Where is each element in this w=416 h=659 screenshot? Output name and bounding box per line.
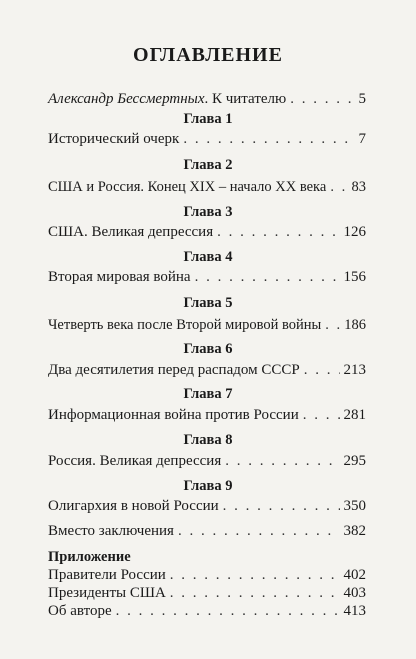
toc-entry-appendix-author[interactable] (48, 602, 366, 620)
dot-leader (217, 223, 339, 241)
entry-page-number: 83 (351, 179, 366, 195)
toc-entry-chapter-2[interactable] (48, 178, 366, 196)
entry-page-number: 156 (343, 269, 366, 285)
entry-page-number: 7 (358, 131, 366, 147)
toc-entry-chapter-1[interactable] (48, 130, 366, 148)
dot-leader (170, 584, 340, 602)
toc-entry-chapter-7[interactable] (48, 406, 366, 424)
chapter-heading-9: Глава 9 (183, 478, 233, 494)
entry-title: США и Россия. Конец XIX – начало XX века (48, 179, 327, 195)
entry-title: Олигархия в новой России (48, 498, 219, 514)
appendix-heading: Приложение (48, 549, 131, 565)
toc-entry-chapter-9[interactable] (48, 497, 366, 515)
entry-page-number: 281 (343, 407, 366, 423)
dot-leader (223, 497, 340, 515)
entry-author: Александр Бессмертных (48, 91, 205, 107)
toc-entry-chapter-4[interactable] (48, 268, 366, 286)
dot-leader (178, 522, 340, 540)
entry-title: Правители России (48, 567, 166, 583)
entry-page-number: 213 (343, 362, 366, 378)
dot-leader (303, 406, 340, 424)
entry-page-number: 5 (358, 91, 366, 107)
chapter-heading-8: Глава 8 (183, 432, 233, 448)
entry-title: Президенты США (48, 585, 166, 601)
chapter-heading-2: Глава 2 (183, 157, 233, 173)
chapter-heading-5: Глава 5 (183, 295, 233, 311)
page-title: ОГЛАВЛЕНИЕ (133, 44, 283, 66)
dot-leader (195, 268, 340, 286)
dot-leader (183, 130, 354, 148)
dot-leader (304, 361, 340, 379)
entry-title: Россия. Великая депрессия (48, 453, 222, 469)
toc-entry-chapter-3[interactable] (48, 223, 366, 241)
entry-title: Вместо заключения (48, 523, 174, 539)
entry-title: . К читателю (204, 91, 287, 107)
dot-leader (116, 602, 340, 620)
chapter-heading-7: Глава 7 (183, 386, 233, 402)
dot-leader (330, 178, 347, 196)
toc-entry-chapter-6[interactable] (48, 361, 366, 379)
entry-title: Об авторе (48, 603, 112, 619)
chapter-heading-4: Глава 4 (183, 249, 233, 265)
entry-page-number: 413 (343, 603, 366, 619)
entry-page-number: 186 (344, 317, 366, 333)
entry-page-number: 126 (343, 224, 366, 240)
toc-entry-chapter-5[interactable] (48, 316, 366, 334)
entry-title: Исторический очерк (48, 131, 180, 147)
entry-page-number: 382 (343, 523, 366, 539)
entry-page-number: 403 (343, 585, 366, 601)
entry-page-number: 402 (343, 567, 366, 583)
dot-leader (170, 566, 340, 584)
entry-page-number: 295 (343, 453, 366, 469)
toc-entry-appendix-presidents[interactable] (48, 584, 366, 602)
dot-leader (290, 90, 354, 108)
chapter-heading-1: Глава 1 (183, 111, 233, 127)
toc-entry-conclusion[interactable] (48, 522, 366, 540)
entry-title: Вторая мировая война (48, 269, 191, 285)
entry-page-number: 350 (343, 498, 366, 514)
chapter-heading-6: Глава 6 (183, 341, 233, 357)
entry-title: Два десятилетия перед распадом СССР (48, 362, 300, 378)
entry-title: США. Великая депрессия (48, 224, 214, 240)
toc-entry-chapter-8[interactable] (48, 452, 366, 470)
toc-entry-appendix-rulers[interactable] (48, 566, 366, 584)
chapter-heading-3: Глава 3 (183, 204, 233, 220)
entry-title: Четверть века после Второй мировой войны (48, 317, 322, 333)
dot-leader (325, 316, 340, 334)
dot-leader (225, 452, 339, 470)
entry-title: Информационная война против России (48, 407, 299, 423)
toc-entry-intro[interactable] (48, 90, 366, 108)
